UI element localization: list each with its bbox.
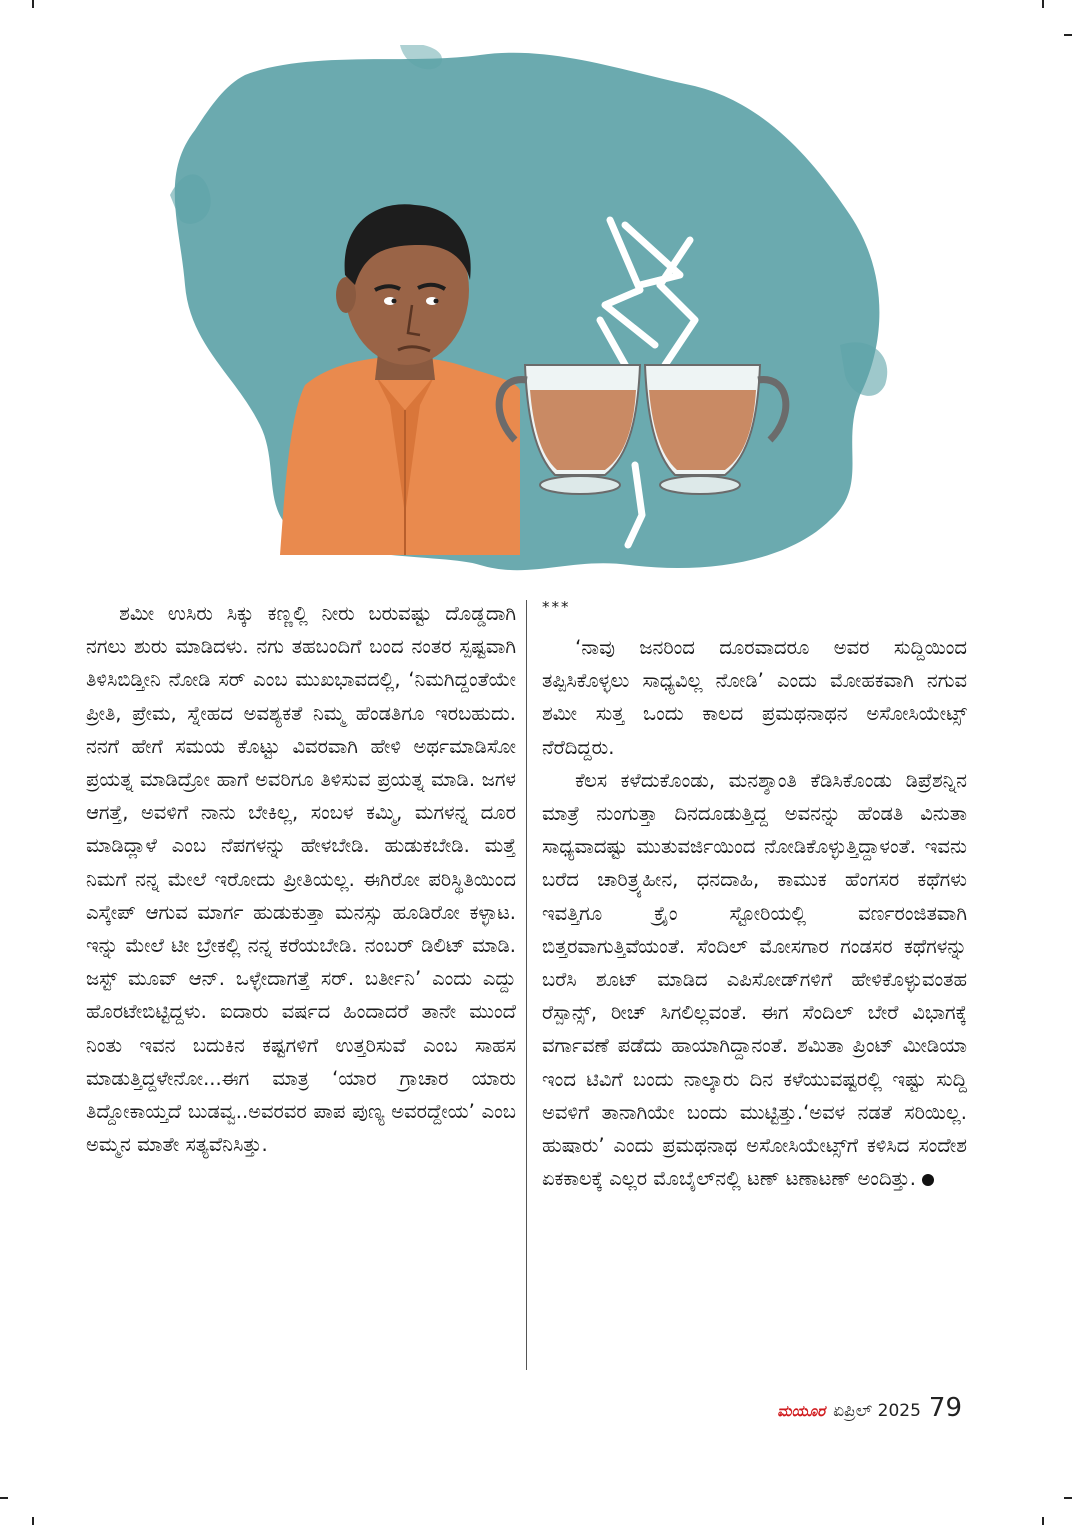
- crop-mark-right-upper: [1064, 34, 1072, 36]
- end-of-story-marker: [922, 1174, 934, 1186]
- left-column: [86, 597, 516, 1161]
- crop-mark-left-lower: [0, 1497, 8, 1499]
- right-column: [542, 597, 967, 1195]
- teal-watercolor-splash: [170, 45, 887, 570]
- section-separator: ***: [542, 598, 571, 616]
- right-paragraph-2: [542, 764, 967, 1196]
- story-illustration: [150, 45, 900, 585]
- right-paragraph-2-text: ಕೆಲಸ ಕಳೆದುಕೊಂಡು, ಮನಶ್ಶಾಂತಿ ಕೆಡಿಸಿಕೊಂಡು ಡಿಪ್ರೆಶನ್ನಿನ ಮಾತ್ರೆ ನುಂಗುತ್ತಾ ದಿನದೂಡುತ್ತಿದ್ದ ಅವನನ್ನು ಹೆಂಡತಿ ವಿನುತಾ ಸಾಧ್ಯವಾದಷ್ಟು ಮುತುವರ್ಜಿಯಿಂದ ನೋಡಿಕೊಳ್ಳುತ್ತಿದ್ದಾಳಂತೆ. ಇವನು ಬರೆದ ಚಾರಿತ್ರ್ಯಹೀನ, ಧನದಾಹಿ, ಕಾಮುಕ ಹೆಂಗಸರ ಕಥೆಗಳು ಇವತ್ತಿಗೂ ಕ್ರೈಂ ಸ್ಟೋರಿಯಲ್ಲಿ ವರ್ಣರಂಜಿತವಾಗಿ ಬಿತ್ತರವಾಗುತ್ತಿವೆಯಂತೆ. ಸೆಂದಿಲ್ ಮೋಸಗಾರ ಗಂಡಸರ ಕಥೆಗಳನ್ನು ಬರೆಸಿ ಶೂಟ್ ಮಾಡಿದ ಎಪಿಸೋಡ್‌ಗಳಿಗೆ ಹೇಳಿಕೊಳ್ಳುವಂತಹ ರೆಸ್ಪಾನ್ಸ್, ರೀಚ್ ಸಿಗಲಿಲ್ಲವಂತೆ. ಈಗ ಸೆಂದಿಲ್ ಬೇರೆ ವಿಭಾಗಕ್ಕೆ ವರ್ಗಾವಣೆ ಪಡೆದು ಹಾಯಾಗಿದ್ದಾನಂತೆ. ಶಮಿತಾ ಪ್ರಿಂಟ್ ಮೀಡಿಯಾ ಇಂದ ಟಿವಿಗೆ ಬಂದು ನಾಲ್ಕಾರು ದಿನ ಕಳೆಯುವಷ್ಟರಲ್ಲಿ ಇಷ್ಟು ಸುದ್ದಿ ಅವಳಿಗೆ ತಾನಾಗಿಯೇ ಬಂದು ಮುಟ್ಟಿತ್ತು.‘ಅವಳ ನಡತೆ ಸರಿಯಿಲ್ಲ. ಹುಷಾರು’ ಎಂದು ಪ್ರಮಥನಾಥ ಅಸೋಸಿಯೇಟ್ಸ್‌ಗೆ ಕಳಿಸಿದ ಸಂದೇಶ ಏಕಕಾಲಕ್ಕೆ ಎಲ್ಲರ ಮೊಬೈಲ್‌ನಲ್ಲಿ ಟಣ್ ಟಣಾಟಣ್ ಅಂದಿತ್ತು.: [542, 768, 967, 1191]
- crop-mark-bottom-left: [32, 1517, 34, 1525]
- right-paragraph-1: ‘ನಾವು ಜನರಿಂದ ದೂರವಾದರೂ ಅವರ ಸುದ್ದಿಯಿಂದ ತಪ್ಪಿಸಿಕೊಳ್ಳಲು ಸಾಧ್ಯವಿಲ್ಲ ನೋಡಿ’ ಎಂದು ಮೋಹಕವಾಗಿ ನಗುವ ಶಮೀ ಸುತ್ತ ಒಂದು ಕಾಲದ ಪ್ರಮಥನಾಥನ ಅಸೋಸಿಯೇಟ್ಸ್ ನೆರೆದಿದ್ದರು.: [542, 636, 967, 759]
- crop-mark-top-left: [32, 0, 34, 8]
- crop-mark-top-right: [1042, 0, 1044, 8]
- issue-date: ಏಪ್ರಿಲ್ 2025: [833, 1401, 921, 1421]
- crop-mark-right-lower: [1064, 1497, 1072, 1499]
- page-number: 79: [928, 1393, 962, 1423]
- page-footer: [777, 1393, 962, 1423]
- magazine-brand: ಮಯೂರ: [777, 1402, 826, 1420]
- left-paragraph-1: ಶಮೀ ಉಸಿರು ಸಿಕ್ಕು ಕಣ್ಣಲ್ಲಿ ನೀರು ಬರುವಷ್ಟು ದೊಡ್ಡದಾಗಿ ನಗಲು ಶುರು ಮಾಡಿದಳು. ನಗು ತಹಬಂದಿಗೆ ಬಂದ ನಂತರ ಸ್ಪಷ್ಟವಾಗಿ ತಿಳಿಸಿಬಿಡ್ತೀನಿ ನೋಡಿ ಸರ್ ಎಂಬ ಮುಖಭಾವದಲ್ಲಿ, ‘ನಿಮಗಿದ್ದಂತೆಯೇ ಪ್ರೀತಿ, ಪ್ರೇಮ, ಸ್ನೇಹದ ಅವಶ್ಯಕತೆ ನಿಮ್ಮ ಹೆಂಡತಿಗೂ ಇರಬಹುದು. ನನಗೆ ಹೇಗೆ ಸಮಯ ಕೊಟ್ಟು ವಿವರವಾಗಿ ಹೇಳಿ ಅರ್ಥಮಾಡಿಸೋ ಪ್ರಯತ್ನ ಮಾಡಿದ್ರೋ ಹಾಗೆ ಅವರಿಗೂ ತಿಳಿಸುವ ಪ್ರಯತ್ನ ಮಾಡಿ. ಜಗಳ ಆಗತ್ತೆ, ಅವಳಿಗೆ ನಾನು ಬೇಕಿಲ್ಲ, ಸಂಬಳ ಕಮ್ಮಿ, ಮಗಳನ್ನ ದೂರ ಮಾಡಿದ್ಲಾಳೆ ಎಂಬ ನೆಪಗಳನ್ನು ಹೇಳಬೇಡಿ. ಹುಡುಕಬೇಡಿ. ಮತ್ತೆ ನಿಮಗೆ ನನ್ನ ಮೇಲೆ ಇರೋದು ಪ್ರೀತಿಯಲ್ಲ. ಈಗಿರೋ ಪರಿಸ್ಥಿತಿಯಿಂದ ಎಸ್ಕೇಪ್ ಆಗುವ ಮಾರ್ಗ ಹುಡುಕುತ್ತಾ ಮನಸ್ಸು ಹೂಡಿರೋ ಕಳ್ಳಾಟ. ಇನ್ನು ಮೇಲೆ ಟೀ ಬ್ರೇಕಲ್ಲಿ ನನ್ನ ಕರೆಯಬೇಡಿ. ನಂಬರ್ ಡಿಲಿಟ್ ಮಾಡಿ. ಜಸ್ಟ್ ಮೂವ್ ಆನ್. ಒಳ್ಳೇದಾಗತ್ತೆ ಸರ್. ಬರ್ತೀನಿ’ ಎಂದು ಎದ್ದು ಹೊರಟೇಬಿಟ್ಟಿದ್ದಳು. ಐದಾರು ವರ್ಷದ ಹಿಂದಾದರೆ ತಾನೇ ಮುಂದೆ ನಿಂತು ಇವನ ಬದುಕಿನ ಕಷ್ಟಗಳಿಗೆ ಉತ್ತರಿಸುವೆ ಎಂಬ ಸಾಹಸ ಮಾಡುತ್ತಿದ್ದಳೇನೋ...ಈಗ ಮಾತ್ರ ‘ಯಾರ ಗ್ರಾಚಾರ ಯಾರು ತಿದ್ದೋಕಾಯ್ತದೆ ಬುಡವ್ವ..ಅವರವರ ಪಾಪ ಪುಣ್ಯ ಅವರದ್ದೇಯ’ ಎಂಬ ಅಮ್ಮನ ಮಾತೇ ಸತ್ಯವೆನಿಸಿತ್ತು.: [86, 602, 516, 1157]
- column-divider: [526, 600, 527, 1370]
- crop-mark-bottom-right: [1042, 1517, 1044, 1525]
